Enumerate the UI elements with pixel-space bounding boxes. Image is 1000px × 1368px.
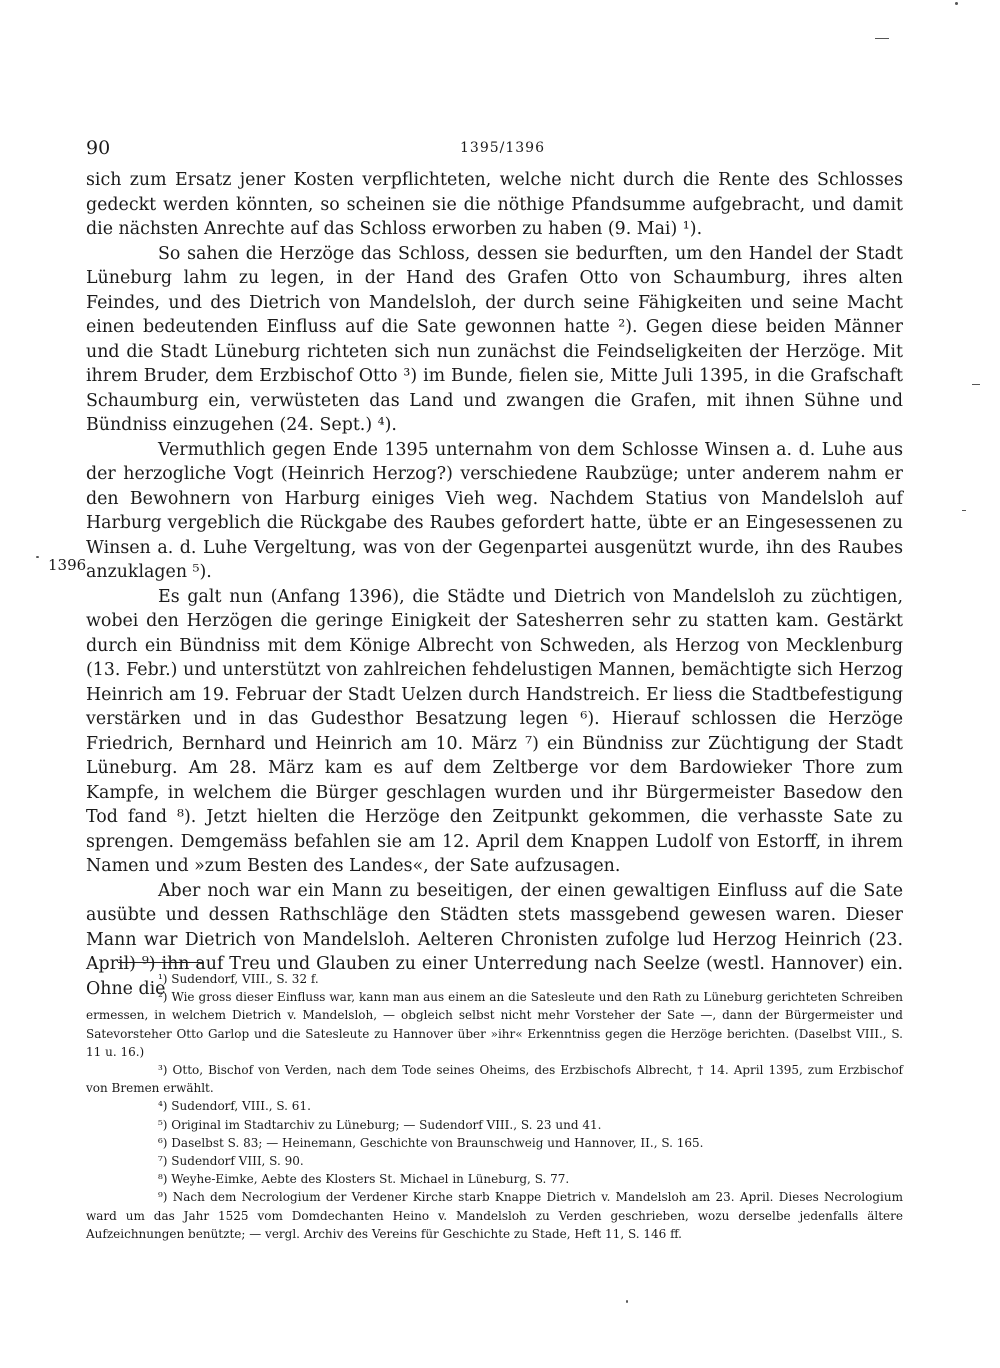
footnote: ⁷) Sudendorf VIII, S. 90. bbox=[158, 1154, 304, 1169]
footnote: ⁵) Original im Stadtarchiv zu Lüneburg; — Sudendorf VIII., S. 23 und 41. bbox=[158, 1117, 602, 1132]
running-head: 1395/1396 bbox=[460, 140, 545, 156]
scan-speck bbox=[955, 2, 958, 5]
footnote: ⁹) Nach dem Necrologium der Verdener Kirche starb Knappe Dietrich v. Mandelsloh am 23. April. Dieses Necrologium ward um das Jahr 1525 vom Domdechanten Heino v. Mandelsloh zu Verden geschrieben, wozu derselbe jedenfalls ältere Aufzeichnungen benützte; — vergl. Archiv des Vereins für Geschichte zu Stade, Heft 11, S. 146 ff. bbox=[86, 1190, 903, 1241]
paragraph: sich zum Ersatz jener Kosten verpflichteten, welche nicht durch die Rente des Schlosses gedeckt werden könnten, so scheinen sie die nöthige Pfandsumme aufgebracht, und damit die nächsten Anrechte auf das Schloss erworben zu haben (9. Mai) ¹). bbox=[86, 170, 903, 239]
footnote: ³) Otto, Bischof von Verden, nach dem Tode seines Oheims, des Erzbischofs Albrecht, † 14. April 1395, zum Erzbischof von Bremen erwählt. bbox=[86, 1063, 903, 1096]
footnote: ⁴) Sudendorf, VIII., S. 61. bbox=[158, 1099, 311, 1114]
page-number: 90 bbox=[86, 137, 111, 159]
scan-speck bbox=[36, 556, 39, 558]
paragraph: Aber noch war ein Mann zu beseitigen, der einen gewaltigen Einfluss auf die Sate ausübte und dessen Rathschläge den Städten stets massgebend gewesen waren. Dieser Mann war Dietrich von Mandelsloh. Aelteren Chronisten zufolge lud Herzog Heinrich (23. April) ⁹) ihn auf Treu und Glauben zu einer Unterredung nach Seelze (westl. Hannover) ein. Ohne die bbox=[86, 880, 903, 999]
scan-speck bbox=[972, 384, 980, 385]
footnote: ⁶) Daselbst S. 83; — Heinemann, Geschichte von Braunschweig und Hannover, II., S. 165. bbox=[158, 1135, 704, 1150]
paragraph: So sahen die Herzöge das Schloss, dessen sie bedurften, um den Handel der Stadt Lüneburg lahm zu legen, in der Hand des Grafen Otto von Schaumburg, ihres alten Feindes, und des Dietrich von Mandelsloh, der durch seine Fähigkeiten und seine Macht einen bedeutenden Einfluss auf die Sate gewonnen hatte ²). Gegen diese beiden Männer und die Stadt Lüneburg richteten sich nun zunächst die Feindseligkeiten der Herzöge. Mit ihrem Bruder, dem Erzbischof Otto ³) im Bunde, fielen sie, Mitte Juli 1395, in die Grafschaft Schaumburg ein, verwüsteten das Land und zwangen die Grafen, mit ihnen Sühne und Bündniss einzugehen (24. Sept.) ⁴). bbox=[86, 243, 903, 435]
footnote-separator bbox=[118, 962, 204, 963]
paragraph: Es galt nun (Anfang 1396), die Städte und Dietrich von Mandelsloh zu züchtigen, wobei den Herzögen die geringe Einigkeit der Satesherren sehr zu statten kam. Gestärkt durch ein Bündniss mit dem Könige Albrecht von Schweden, als Herzog von Mecklenburg (13. Febr.) und unterstützt von zahlreichen fehdelustigen Mannen, bemächtigte sich Herzog Heinrich am 19. Februar der Stadt Uelzen durch Handstreich. Er liess die Stadtbefestigung verstärken und in das Gudesthor Besatzung legen ⁶). Hierauf schlossen die Herzöge Friedrich, Bernhard und Heinrich am 10. März ⁷) ein Bündniss zur Züchtigung der Stadt Lüneburg. Am 28. März kam es auf dem Zeltberge vor dem Bardowieker Thore zum Kampfe, in welchem die Bürger geschlagen wurden und ihr Bürgermeister Basedow den Tod fand ⁸). Jetzt hielten die Herzöge den Zeitpunkt gekommen, die verhasste Sate zu sprengen. Demgemäss befahlen sie am 12. April dem Knappen Ludolf von Estorff, in ihrem Namen und »zum Besten des Landes«, der Sate aufzusagen. bbox=[86, 586, 903, 876]
scan-speck bbox=[875, 38, 889, 39]
paragraph: Vermuthlich gegen Ende 1395 unternahm von dem Schlosse Winsen a. d. Luhe aus der herzogliche Vogt (Heinrich Herzog?) verschiedene Raubzüge; unter anderem nahm er den Bewohnern von Harburg einiges Vieh weg. Nachdem Statius von Mandelsloh auf Harburg vergeblich die Rückgabe des Raubes gefordert hatte, übte er an Eingesessenen zu Winsen a. d. Luhe Vergeltung, was von der Gegenpartei ausgenützt wurde, ihn des Raubes anzuklagen ⁵). bbox=[86, 439, 903, 582]
main-text bbox=[86, 168, 903, 1001]
footnote: ¹) Sudendorf, VIII., S. 32 f. bbox=[158, 972, 319, 986]
scan-speck bbox=[962, 510, 966, 511]
footnote: ²) Wie gross dieser Einfluss war, kann man aus einem an die Satesleute und den Rath zu Lüneburg gerichteten Schreiben ermessen, in welchem Dietrich v. Mandelsloh, — obgleich selbst nicht mehr Vorsteher der Sate —, dann der Bürgermeister und Satevorsteher Otto Garlop und die Satesleute zu Hannover über »ihr« Erkenntniss gegen die Herzöge berichten. (Daselbst VIII., S. 11 u. 16.) bbox=[86, 990, 903, 1059]
footnotes bbox=[86, 970, 903, 1243]
scan-speck bbox=[626, 1300, 628, 1303]
margin-year-note: 1396 bbox=[48, 556, 87, 574]
footnote: ⁸) Weyhe-Eimke, Aebte des Klosters St. Michael in Lüneburg, S. 77. bbox=[158, 1172, 570, 1187]
